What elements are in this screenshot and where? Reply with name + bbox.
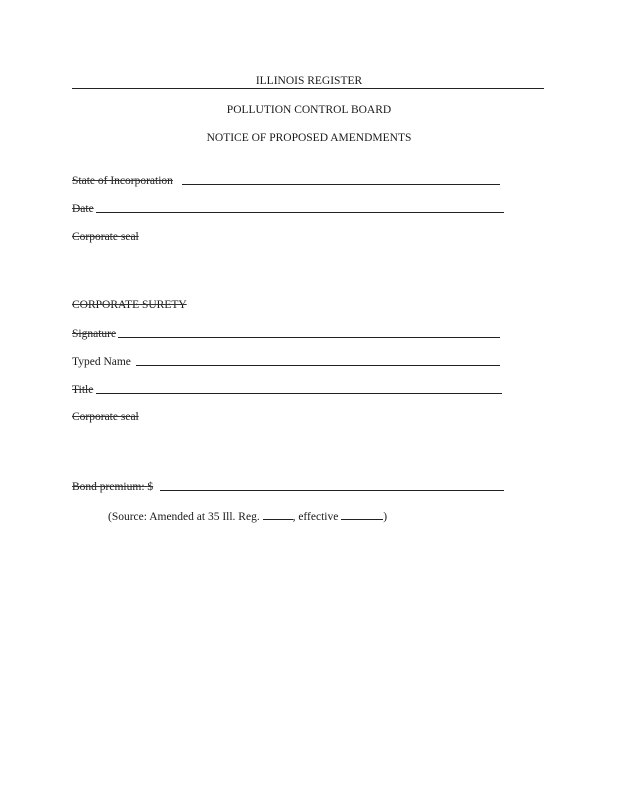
signature-label: Signature: [72, 328, 117, 340]
source-note-middle: , effective: [292, 511, 339, 523]
agency-name: POLLUTION CONTROL BOARD: [226, 104, 392, 116]
currency-symbol: $: [147, 481, 154, 493]
header-rule: [72, 88, 544, 89]
state-of-incorporation-line: [182, 184, 500, 185]
register-title: ILLINOIS REGISTER: [255, 75, 363, 87]
date-line: [96, 212, 504, 213]
typed-name-label: Typed Name: [72, 356, 131, 368]
bond-premium-label: [72, 480, 153, 494]
date-label: Date: [72, 203, 94, 215]
source-note: [108, 508, 387, 524]
corporate-seal-label: Corporate seal: [72, 231, 139, 243]
source-note-prefix: (Source: Amended at 35 Ill. Reg.: [108, 511, 260, 523]
source-note-suffix: ): [383, 511, 388, 523]
notice-title: NOTICE OF PROPOSED AMENDMENTS: [206, 132, 412, 144]
bond-premium-text: Bond premium:: [72, 481, 145, 493]
state-of-incorporation-label: State of Incorporation: [72, 175, 173, 187]
effective-date-blank: [341, 508, 383, 520]
typed-name-line: [136, 365, 500, 366]
title-line: [96, 393, 502, 394]
corporate-surety-heading: CORPORATE SURETY: [72, 299, 187, 311]
bond-premium-line: [160, 490, 504, 491]
surety-seal-label: Corporate seal: [72, 411, 139, 423]
register-volume-blank: [263, 508, 293, 520]
title-label: Title: [72, 384, 94, 396]
signature-line: [118, 337, 500, 338]
